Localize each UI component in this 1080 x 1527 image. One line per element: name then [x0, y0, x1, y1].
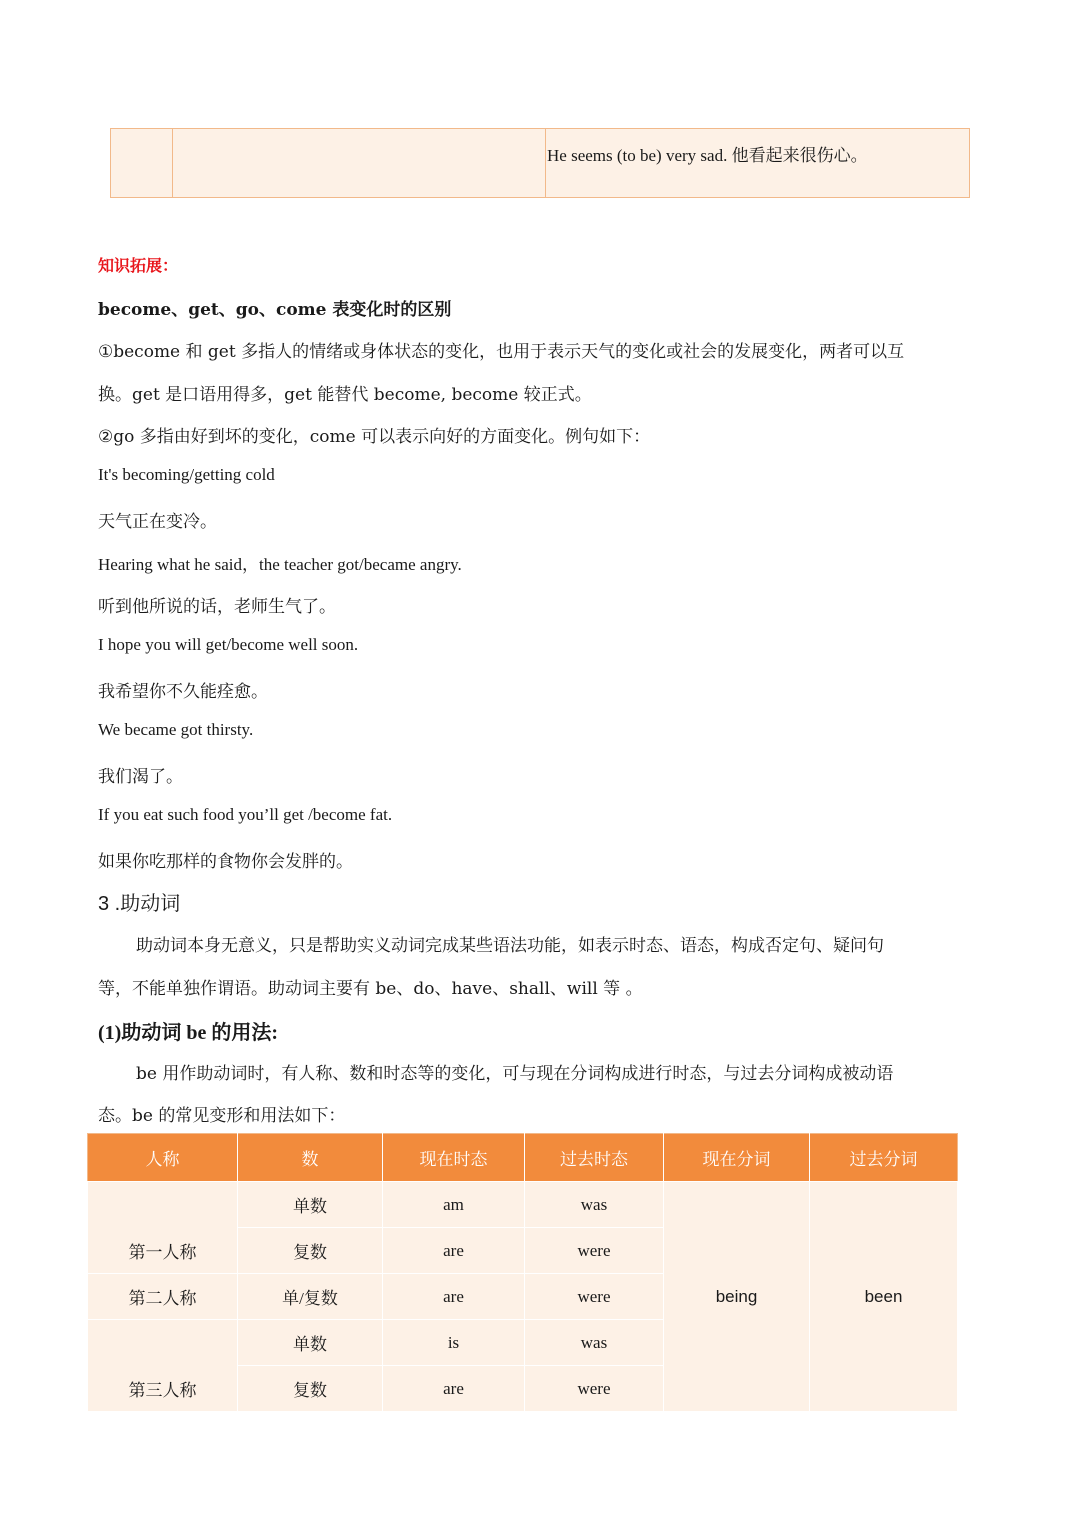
previous-table-fragment	[110, 128, 970, 198]
empty-cell	[173, 129, 546, 198]
number-cell: 复数	[238, 1366, 383, 1412]
past-participle-cell: been	[810, 1182, 958, 1412]
person-cell: 第二人称	[88, 1274, 238, 1320]
section-para-line2: 等，不能单独作谓语。助动词主要有 be、do、have、shall、will 等 。	[98, 979, 643, 999]
point2: ②go 多指由好到坏的变化，come 可以表示向好的方面变化。例句如下：	[98, 427, 651, 447]
header-past-participle: 过去分词	[810, 1134, 958, 1182]
be-forms-table	[87, 1133, 958, 1412]
header-person: 人称	[88, 1134, 238, 1182]
header-past: 过去时态	[525, 1134, 664, 1182]
number-cell: 单/复数	[238, 1274, 383, 1320]
example-en: It's becoming/getting cold	[98, 465, 275, 484]
past-cell: was	[525, 1182, 664, 1228]
present-cell: is	[383, 1320, 525, 1366]
header-number: 数	[238, 1134, 383, 1182]
example-zh: 我希望你不久能痊愈。	[98, 682, 268, 702]
present-cell: am	[383, 1182, 525, 1228]
past-cell: was	[525, 1320, 664, 1366]
present-participle-cell: being	[664, 1182, 810, 1412]
example-zh: 天气正在变冷。	[98, 512, 217, 532]
empty-cell	[111, 129, 173, 198]
extension-subheading: become、get、go、come 表变化时的区别	[98, 300, 452, 320]
subsection-title: (1)助动词 be 的用法:	[98, 1022, 278, 1044]
point1-line2: 换。get 是口语用得多，get 能替代 become, become 较正式。	[98, 385, 592, 405]
example-zh: 我们渴了。	[98, 767, 183, 787]
table-header-row	[88, 1134, 958, 1182]
example-zh: 听到他所说的话，老师生气了。	[98, 597, 336, 617]
subsection-para-line2: 态。be 的常见变形和用法如下：	[98, 1106, 346, 1126]
number-cell: 复数	[238, 1228, 383, 1274]
present-cell: are	[383, 1274, 525, 1320]
header-present-participle: 现在分词	[664, 1134, 810, 1182]
present-cell: are	[383, 1228, 525, 1274]
table-row	[88, 1182, 958, 1228]
header-present: 现在时态	[383, 1134, 525, 1182]
example-en: I hope you will get/become well soon.	[98, 635, 359, 654]
person-cell: 第一人称	[88, 1182, 238, 1274]
point1-line1: ①become 和 get 多指人的情绪或身体状态的变化，也用于表示天气的变化或社会的发展变化，两者可以互	[98, 342, 905, 362]
section-title: 3 .助动词	[98, 893, 181, 915]
person-cell: 第三人称	[88, 1320, 238, 1412]
section-para-line1: 助动词本身无意义，只是帮助实义动词完成某些语法功能，如表示时态、语态，构成否定句、疑问句	[136, 936, 884, 956]
past-cell: were	[525, 1274, 664, 1320]
example-zh: 如果你吃那样的食物你会发胖的。	[98, 852, 353, 872]
number-cell: 单数	[238, 1182, 383, 1228]
past-cell: were	[525, 1228, 664, 1274]
present-cell: are	[383, 1366, 525, 1412]
example-cell: He seems (to be) very sad. 他看起来很伤心。	[546, 129, 970, 198]
subsection-para-line1: be 用作助动词时，有人称、数和时态等的变化，可与现在分词构成进行时态，与过去分词构成被动语	[136, 1064, 894, 1084]
extension-heading: 知识拓展：	[98, 256, 179, 275]
example-en: If you eat such food you’ll get /become fat.	[98, 805, 393, 824]
example-en: We became got thirsty.	[98, 720, 254, 739]
example-en: Hearing what he said，the teacher got/became angry.	[98, 555, 462, 574]
number-cell: 单数	[238, 1320, 383, 1366]
past-cell: were	[525, 1366, 664, 1412]
